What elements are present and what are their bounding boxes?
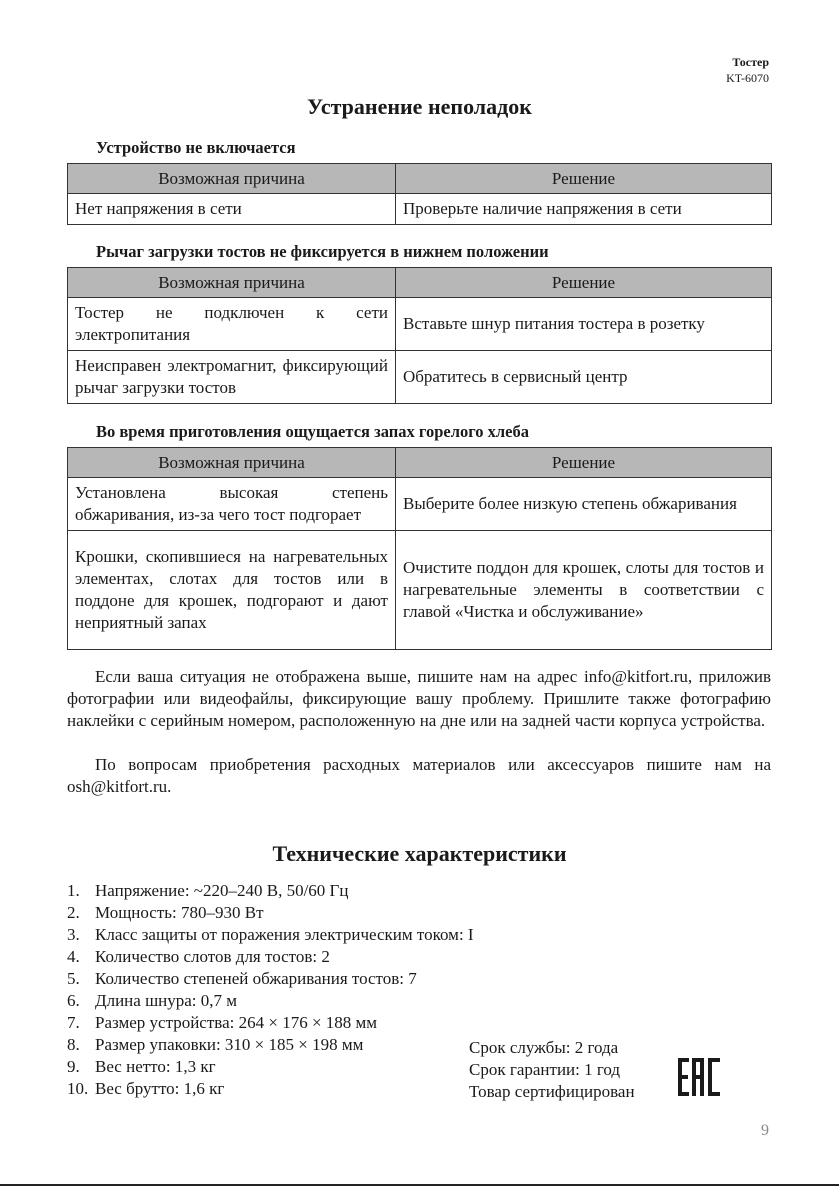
solution-cell: Очистите поддон для крошек, слоты для тостов и нагревательные элементы в соответствии с главой «Чистка и обслуживание»	[396, 531, 772, 650]
cause-cell: Установлена высокая степень обжаривания, из-за чего тост подгорает	[68, 478, 396, 531]
page-number: 9	[761, 1122, 769, 1139]
certification-text: Товар сертифицирован	[469, 1082, 635, 1101]
product-name: Тостер	[732, 55, 769, 69]
item-number: 5.	[67, 969, 80, 988]
list-item	[67, 1034, 474, 1056]
list-item	[67, 880, 474, 902]
item-number: 2.	[67, 903, 80, 922]
cause-cell: Неисправен электромагнит, фиксирующий рычаг загрузки тостов	[68, 351, 396, 404]
model-code: KT-6070	[726, 71, 769, 85]
item-number: 3.	[67, 925, 80, 944]
item-text: Мощность: 780–930 Вт	[95, 903, 264, 922]
item-text: Вес нетто: 1,3 кг	[95, 1057, 216, 1076]
service-life: Срок службы: 2 года	[469, 1038, 619, 1057]
cause-cell: Нет напряжения в сети	[68, 194, 396, 225]
item-number: 8.	[67, 1035, 80, 1054]
item-number: 4.	[67, 947, 80, 966]
item-number: 1.	[67, 881, 80, 900]
item-text: Длина шнура: 0,7 м	[95, 991, 238, 1010]
trouble-table-lever	[67, 267, 772, 404]
item-text: Класс защиты от поражения электрическим током: I	[95, 925, 474, 944]
list-item	[67, 924, 474, 946]
section-title-no-power: Устройство не включается	[96, 138, 296, 157]
cause-cell: Тостер не подключен к сети электропитания	[68, 298, 396, 351]
table-row	[68, 298, 772, 351]
item-text: Количество степеней обжаривания тостов: 7	[95, 969, 417, 988]
specs-title: Технические характеристики	[272, 841, 567, 866]
list-item	[67, 946, 474, 968]
column-header-solution: Решение	[396, 268, 772, 298]
solution-cell: Выберите более низкую степень обжаривания	[396, 478, 772, 531]
item-number: 6.	[67, 991, 80, 1010]
table-row	[68, 194, 772, 225]
warranty-period: Срок гарантии: 1 год	[469, 1060, 621, 1079]
section-title-lever: Рычаг загрузки тостов не фиксируется в нижнем положении	[96, 242, 549, 261]
column-header-cause: Возможная причина	[68, 268, 396, 298]
table-row	[68, 531, 772, 650]
table-row	[68, 478, 772, 531]
item-text: Размер упаковки: 310 × 185 × 198 мм	[95, 1035, 364, 1054]
cause-cell: Крошки, скопившиеся на нагревательных элементах, слотах для тостов или в поддоне для крошек, подгорают и дают неприятный запах	[68, 531, 396, 650]
solution-cell: Обратитесь в сервисный центр	[396, 351, 772, 404]
section-title-burnt-smell: Во время приготовления ощущается запах горелого хлеба	[96, 422, 529, 441]
eac-certification-logo	[678, 1058, 720, 1096]
column-header-solution: Решение	[396, 164, 772, 194]
list-item	[67, 968, 474, 990]
column-header-cause: Возможная причина	[68, 164, 396, 194]
table-row	[68, 351, 772, 404]
item-text: Напряжение: ~220–240 В, 50/60 Гц	[95, 881, 349, 900]
bottom-rule	[0, 1184, 839, 1186]
column-header-solution: Решение	[396, 448, 772, 478]
item-text: Размер устройства: 264 × 176 × 188 мм	[95, 1013, 378, 1032]
trouble-table-burnt-smell	[67, 447, 772, 650]
list-item	[67, 990, 474, 1012]
troubleshooting-title: Устранение неполадок	[307, 94, 532, 119]
list-item	[67, 1012, 474, 1034]
column-header-cause: Возможная причина	[68, 448, 396, 478]
list-item	[67, 902, 474, 924]
page-header	[726, 54, 769, 86]
list-item	[67, 1078, 474, 1100]
list-item	[67, 1056, 474, 1078]
item-text: Количество слотов для тостов: 2	[95, 947, 330, 966]
table-header-row	[68, 448, 772, 478]
accessories-paragraph: По вопросам приобретения расходных материалов или аксессуаров пишите нам на osh@kitfort.ru.	[67, 755, 771, 796]
trouble-table-no-power	[67, 163, 772, 225]
solution-cell: Проверьте наличие напряжения в сети	[396, 194, 772, 225]
item-number: 7.	[67, 1013, 80, 1032]
table-header-row	[68, 164, 772, 194]
item-number: 9.	[67, 1057, 80, 1076]
item-text: Вес брутто: 1,6 кг	[95, 1079, 225, 1098]
specs-list	[67, 880, 474, 1100]
item-number: 10.	[67, 1079, 89, 1098]
solution-cell: Вставьте шнур питания тостера в розетку	[396, 298, 772, 351]
table-header-row	[68, 268, 772, 298]
service-info	[469, 1037, 635, 1103]
contact-paragraph: Если ваша ситуация не отображена выше, пишите нам на адрес info@kitfort.ru, приложив фотографии или видеофайлы, фиксирующие вашу проблему. Пришлите также фотографию наклейки с серийным номером, расположенную на дне или на задней части корпуса устройства.	[67, 667, 771, 730]
